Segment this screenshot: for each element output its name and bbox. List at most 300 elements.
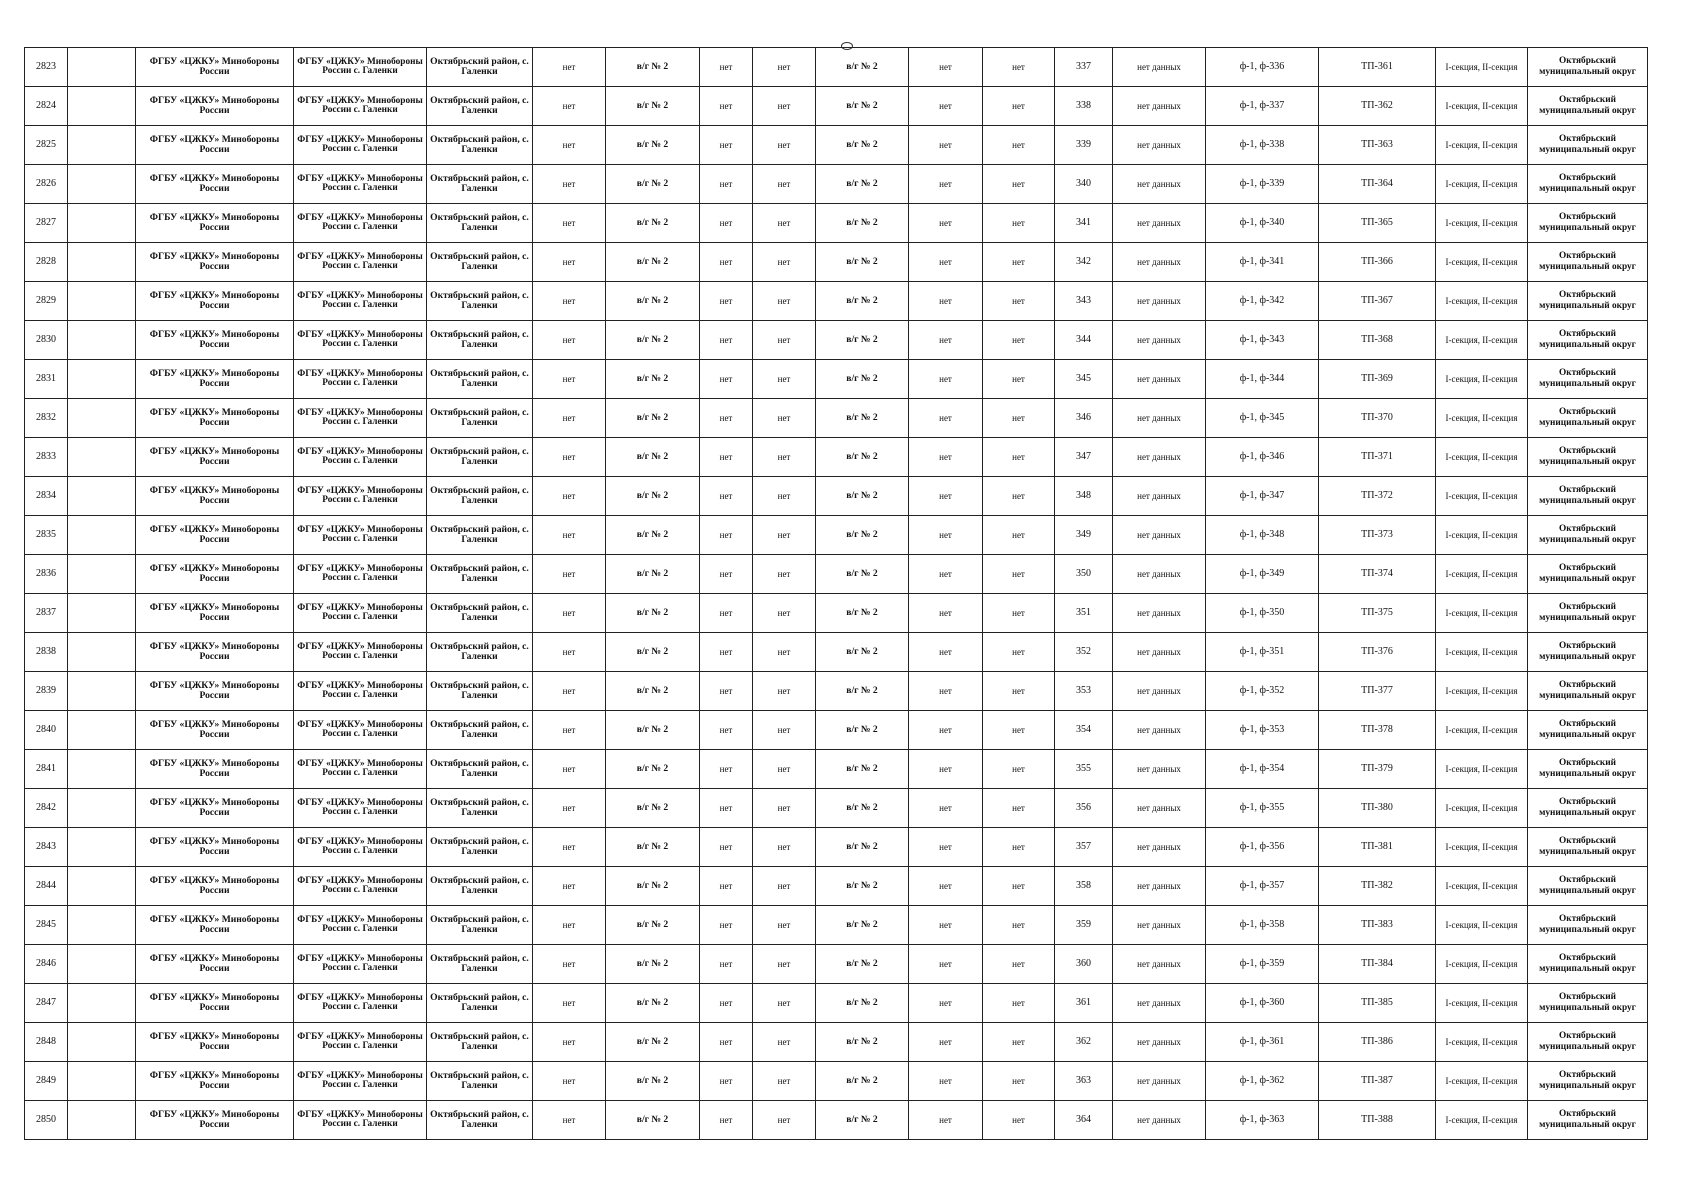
no-data-cell: нет данных: [1113, 594, 1206, 633]
object-number-cell: 339: [1055, 126, 1113, 165]
organization-location-cell: ФГБУ «ЦЖКУ» Минобороны России с. Галенки: [294, 204, 427, 243]
object-number-cell: 353: [1055, 672, 1113, 711]
organization-location-cell: ФГБУ «ЦЖКУ» Минобороны России с. Галенки: [294, 555, 427, 594]
section-cell: I-секция, II-секция: [1436, 1023, 1528, 1062]
organization-location-cell: ФГБУ «ЦЖКУ» Минобороны России с. Галенки: [294, 360, 427, 399]
empty-cell: [68, 126, 136, 165]
organization-location-cell: ФГБУ «ЦЖКУ» Минобороны России с. Галенки: [294, 438, 427, 477]
military-town-cell: в/г № 2: [606, 282, 700, 321]
no-cell: нет: [983, 789, 1055, 828]
no-cell: нет: [909, 633, 983, 672]
no-cell: нет: [753, 399, 816, 438]
military-town-cell: в/г № 2: [816, 711, 909, 750]
no-cell: нет: [533, 867, 606, 906]
substation-cell: ТП-372: [1319, 477, 1436, 516]
substation-cell: ТП-378: [1319, 711, 1436, 750]
military-town-cell: в/г № 2: [816, 126, 909, 165]
section-cell: I-секция, II-секция: [1436, 945, 1528, 984]
row-number-cell: 2827: [25, 204, 68, 243]
substation-cell: ТП-363: [1319, 126, 1436, 165]
empty-cell: [68, 321, 136, 360]
no-cell: нет: [983, 165, 1055, 204]
no-cell: нет: [700, 438, 753, 477]
section-cell: I-секция, II-секция: [1436, 1101, 1528, 1140]
military-town-cell: в/г № 2: [816, 555, 909, 594]
section-cell: I-секция, II-секция: [1436, 867, 1528, 906]
address-cell: Октябрьский район, с. Галенки: [427, 516, 533, 555]
table-row: [25, 516, 1648, 555]
feeder-cell: ф-1, ф-352: [1206, 672, 1319, 711]
address-cell: Октябрьский район, с. Галенки: [427, 48, 533, 87]
row-number-cell: 2824: [25, 87, 68, 126]
object-number-cell: 356: [1055, 789, 1113, 828]
section-cell: I-секция, II-секция: [1436, 243, 1528, 282]
military-town-cell: в/г № 2: [606, 711, 700, 750]
no-data-cell: нет данных: [1113, 555, 1206, 594]
organization-location-cell: ФГБУ «ЦЖКУ» Минобороны России с. Галенки: [294, 711, 427, 750]
military-town-cell: в/г № 2: [606, 828, 700, 867]
feeder-cell: ф-1, ф-342: [1206, 282, 1319, 321]
feeder-cell: ф-1, ф-361: [1206, 1023, 1319, 1062]
military-town-cell: в/г № 2: [606, 360, 700, 399]
no-data-cell: нет данных: [1113, 711, 1206, 750]
table-row: [25, 867, 1648, 906]
no-cell: нет: [700, 282, 753, 321]
row-number-cell: 2837: [25, 594, 68, 633]
no-data-cell: нет данных: [1113, 672, 1206, 711]
municipal-district-cell: Октябрьский муниципальный округ: [1528, 633, 1648, 672]
organization-cell: ФГБУ «ЦЖКУ» Минобороны России: [136, 633, 294, 672]
substation-cell: ТП-384: [1319, 945, 1436, 984]
military-town-cell: в/г № 2: [816, 165, 909, 204]
object-number-cell: 344: [1055, 321, 1113, 360]
no-cell: нет: [533, 906, 606, 945]
military-town-cell: в/г № 2: [606, 945, 700, 984]
address-cell: Октябрьский район, с. Галенки: [427, 555, 533, 594]
no-cell: нет: [753, 48, 816, 87]
organization-cell: ФГБУ «ЦЖКУ» Минобороны России: [136, 672, 294, 711]
section-cell: I-секция, II-секция: [1436, 633, 1528, 672]
military-town-cell: в/г № 2: [816, 477, 909, 516]
municipal-district-cell: Октябрьский муниципальный округ: [1528, 1023, 1648, 1062]
no-cell: нет: [753, 789, 816, 828]
no-cell: нет: [753, 555, 816, 594]
organization-cell: ФГБУ «ЦЖКУ» Минобороны России: [136, 243, 294, 282]
military-town-cell: в/г № 2: [816, 516, 909, 555]
no-cell: нет: [753, 165, 816, 204]
organization-location-cell: ФГБУ «ЦЖКУ» Минобороны России с. Галенки: [294, 165, 427, 204]
object-number-cell: 346: [1055, 399, 1113, 438]
military-town-cell: в/г № 2: [816, 438, 909, 477]
military-town-cell: в/г № 2: [606, 321, 700, 360]
substation-cell: ТП-362: [1319, 87, 1436, 126]
no-cell: нет: [700, 984, 753, 1023]
object-number-cell: 340: [1055, 165, 1113, 204]
no-cell: нет: [983, 516, 1055, 555]
no-cell: нет: [983, 282, 1055, 321]
no-cell: нет: [909, 1101, 983, 1140]
military-town-cell: в/г № 2: [816, 282, 909, 321]
no-cell: нет: [753, 87, 816, 126]
organization-cell: ФГБУ «ЦЖКУ» Минобороны России: [136, 87, 294, 126]
organization-location-cell: ФГБУ «ЦЖКУ» Минобороны России с. Галенки: [294, 984, 427, 1023]
table-row: [25, 555, 1648, 594]
no-cell: нет: [909, 906, 983, 945]
table-row: [25, 1062, 1648, 1101]
no-cell: нет: [700, 87, 753, 126]
organization-cell: ФГБУ «ЦЖКУ» Минобороны России: [136, 360, 294, 399]
substation-cell: ТП-379: [1319, 750, 1436, 789]
no-cell: нет: [983, 48, 1055, 87]
row-number-cell: 2838: [25, 633, 68, 672]
object-number-cell: 352: [1055, 633, 1113, 672]
address-cell: Октябрьский район, с. Галенки: [427, 243, 533, 282]
organization-location-cell: ФГБУ «ЦЖКУ» Минобороны России с. Галенки: [294, 126, 427, 165]
table-row: [25, 750, 1648, 789]
organization-location-cell: ФГБУ «ЦЖКУ» Минобороны России с. Галенки: [294, 594, 427, 633]
military-town-cell: в/г № 2: [606, 750, 700, 789]
no-cell: нет: [533, 1062, 606, 1101]
table-row: [25, 204, 1648, 243]
no-cell: нет: [909, 789, 983, 828]
no-cell: нет: [700, 945, 753, 984]
municipal-district-cell: Октябрьский муниципальный округ: [1528, 243, 1648, 282]
organization-cell: ФГБУ «ЦЖКУ» Минобороны России: [136, 321, 294, 360]
section-cell: I-секция, II-секция: [1436, 906, 1528, 945]
no-cell: нет: [909, 399, 983, 438]
no-cell: нет: [909, 126, 983, 165]
no-cell: нет: [909, 165, 983, 204]
empty-cell: [68, 1101, 136, 1140]
empty-cell: [68, 243, 136, 282]
address-cell: Октябрьский район, с. Галенки: [427, 1023, 533, 1062]
municipal-district-cell: Октябрьский муниципальный округ: [1528, 321, 1648, 360]
feeder-cell: ф-1, ф-346: [1206, 438, 1319, 477]
municipal-district-cell: Октябрьский муниципальный округ: [1528, 438, 1648, 477]
military-town-cell: в/г № 2: [816, 906, 909, 945]
military-town-cell: в/г № 2: [606, 789, 700, 828]
section-cell: I-секция, II-секция: [1436, 204, 1528, 243]
no-cell: нет: [983, 750, 1055, 789]
no-cell: нет: [753, 282, 816, 321]
no-data-cell: нет данных: [1113, 984, 1206, 1023]
no-cell: нет: [533, 672, 606, 711]
section-cell: I-секция, II-секция: [1436, 984, 1528, 1023]
object-number-cell: 341: [1055, 204, 1113, 243]
no-cell: нет: [983, 321, 1055, 360]
section-cell: I-секция, II-секция: [1436, 165, 1528, 204]
section-cell: I-секция, II-секция: [1436, 477, 1528, 516]
organization-location-cell: ФГБУ «ЦЖКУ» Минобороны России с. Галенки: [294, 906, 427, 945]
table-row: [25, 828, 1648, 867]
no-cell: нет: [909, 516, 983, 555]
organization-cell: ФГБУ «ЦЖКУ» Минобороны России: [136, 204, 294, 243]
empty-cell: [68, 828, 136, 867]
military-town-cell: в/г № 2: [816, 633, 909, 672]
military-town-cell: в/г № 2: [606, 477, 700, 516]
no-data-cell: нет данных: [1113, 516, 1206, 555]
table-row: [25, 477, 1648, 516]
row-number-cell: 2829: [25, 282, 68, 321]
substation-cell: ТП-387: [1319, 1062, 1436, 1101]
municipal-district-cell: Октябрьский муниципальный округ: [1528, 789, 1648, 828]
feeder-cell: ф-1, ф-337: [1206, 87, 1319, 126]
section-cell: I-секция, II-секция: [1436, 360, 1528, 399]
empty-cell: [68, 711, 136, 750]
object-number-cell: 348: [1055, 477, 1113, 516]
municipal-district-cell: Октябрьский муниципальный округ: [1528, 828, 1648, 867]
object-number-cell: 342: [1055, 243, 1113, 282]
object-number-cell: 345: [1055, 360, 1113, 399]
no-cell: нет: [533, 945, 606, 984]
military-town-cell: в/г № 2: [816, 360, 909, 399]
row-number-cell: 2848: [25, 1023, 68, 1062]
no-data-cell: нет данных: [1113, 828, 1206, 867]
substation-cell: ТП-376: [1319, 633, 1436, 672]
organization-cell: ФГБУ «ЦЖКУ» Минобороны России: [136, 165, 294, 204]
municipal-district-cell: Октябрьский муниципальный округ: [1528, 360, 1648, 399]
no-cell: нет: [533, 1023, 606, 1062]
no-cell: нет: [983, 399, 1055, 438]
organization-location-cell: ФГБУ «ЦЖКУ» Минобороны России с. Галенки: [294, 243, 427, 282]
empty-cell: [68, 945, 136, 984]
table-row: [25, 789, 1648, 828]
object-number-cell: 349: [1055, 516, 1113, 555]
no-cell: нет: [533, 204, 606, 243]
object-number-cell: 351: [1055, 594, 1113, 633]
table-row: [25, 672, 1648, 711]
no-cell: нет: [533, 1101, 606, 1140]
organization-location-cell: ФГБУ «ЦЖКУ» Минобороны России с. Галенки: [294, 516, 427, 555]
military-town-cell: в/г № 2: [606, 867, 700, 906]
no-cell: нет: [700, 867, 753, 906]
no-data-cell: нет данных: [1113, 477, 1206, 516]
substation-cell: ТП-375: [1319, 594, 1436, 633]
no-cell: нет: [909, 711, 983, 750]
address-cell: Октябрьский район, с. Галенки: [427, 828, 533, 867]
object-number-cell: 357: [1055, 828, 1113, 867]
address-cell: Октябрьский район, с. Галенки: [427, 1062, 533, 1101]
empty-cell: [68, 165, 136, 204]
municipal-district-cell: Октябрьский муниципальный округ: [1528, 945, 1648, 984]
registry-table-body: [25, 48, 1648, 1140]
row-number-cell: 2826: [25, 165, 68, 204]
no-data-cell: нет данных: [1113, 789, 1206, 828]
no-cell: нет: [983, 1062, 1055, 1101]
no-cell: нет: [983, 438, 1055, 477]
table-row: [25, 282, 1648, 321]
substation-cell: ТП-368: [1319, 321, 1436, 360]
military-town-cell: в/г № 2: [606, 906, 700, 945]
empty-cell: [68, 1023, 136, 1062]
empty-cell: [68, 789, 136, 828]
feeder-cell: ф-1, ф-358: [1206, 906, 1319, 945]
military-town-cell: в/г № 2: [606, 1023, 700, 1062]
municipal-district-cell: Октябрьский муниципальный округ: [1528, 1101, 1648, 1140]
no-cell: нет: [983, 711, 1055, 750]
no-data-cell: нет данных: [1113, 867, 1206, 906]
military-town-cell: в/г № 2: [816, 867, 909, 906]
empty-cell: [68, 399, 136, 438]
no-cell: нет: [700, 321, 753, 360]
substation-cell: ТП-370: [1319, 399, 1436, 438]
no-cell: нет: [983, 633, 1055, 672]
object-number-cell: 360: [1055, 945, 1113, 984]
substation-cell: ТП-367: [1319, 282, 1436, 321]
no-cell: нет: [983, 594, 1055, 633]
no-cell: нет: [533, 555, 606, 594]
no-cell: нет: [533, 633, 606, 672]
table-row: [25, 399, 1648, 438]
no-data-cell: нет данных: [1113, 1062, 1206, 1101]
address-cell: Октябрьский район, с. Галенки: [427, 984, 533, 1023]
no-cell: нет: [753, 438, 816, 477]
organization-location-cell: ФГБУ «ЦЖКУ» Минобороны России с. Галенки: [294, 945, 427, 984]
address-cell: Октябрьский район, с. Галенки: [427, 711, 533, 750]
empty-cell: [68, 282, 136, 321]
no-cell: нет: [753, 906, 816, 945]
substation-cell: ТП-366: [1319, 243, 1436, 282]
feeder-cell: ф-1, ф-360: [1206, 984, 1319, 1023]
address-cell: Октябрьский район, с. Галенки: [427, 672, 533, 711]
no-cell: нет: [533, 165, 606, 204]
military-town-cell: в/г № 2: [816, 984, 909, 1023]
no-cell: нет: [983, 555, 1055, 594]
military-town-cell: в/г № 2: [816, 750, 909, 789]
no-cell: нет: [909, 87, 983, 126]
row-number-cell: 2849: [25, 1062, 68, 1101]
military-town-cell: в/г № 2: [606, 1101, 700, 1140]
no-cell: нет: [753, 477, 816, 516]
section-cell: I-секция, II-секция: [1436, 438, 1528, 477]
military-town-cell: в/г № 2: [606, 48, 700, 87]
row-number-cell: 2823: [25, 48, 68, 87]
no-cell: нет: [983, 477, 1055, 516]
section-cell: I-секция, II-секция: [1436, 87, 1528, 126]
feeder-cell: ф-1, ф-348: [1206, 516, 1319, 555]
organization-cell: ФГБУ «ЦЖКУ» Минобороны России: [136, 477, 294, 516]
table-row: [25, 360, 1648, 399]
object-number-cell: 355: [1055, 750, 1113, 789]
no-cell: нет: [753, 126, 816, 165]
no-cell: нет: [700, 204, 753, 243]
object-number-cell: 347: [1055, 438, 1113, 477]
no-data-cell: нет данных: [1113, 204, 1206, 243]
no-cell: нет: [753, 867, 816, 906]
no-cell: нет: [909, 1062, 983, 1101]
organization-location-cell: ФГБУ «ЦЖКУ» Минобороны России с. Галенки: [294, 867, 427, 906]
substation-cell: ТП-374: [1319, 555, 1436, 594]
no-cell: нет: [753, 633, 816, 672]
empty-cell: [68, 87, 136, 126]
substation-cell: ТП-383: [1319, 906, 1436, 945]
empty-cell: [68, 438, 136, 477]
no-cell: нет: [753, 321, 816, 360]
no-cell: нет: [533, 87, 606, 126]
empty-cell: [68, 867, 136, 906]
row-number-cell: 2842: [25, 789, 68, 828]
no-cell: нет: [533, 828, 606, 867]
address-cell: Октябрьский район, с. Галенки: [427, 594, 533, 633]
organization-location-cell: ФГБУ «ЦЖКУ» Минобороны России с. Галенки: [294, 672, 427, 711]
military-town-cell: в/г № 2: [606, 399, 700, 438]
organization-cell: ФГБУ «ЦЖКУ» Минобороны России: [136, 906, 294, 945]
no-cell: нет: [909, 555, 983, 594]
no-data-cell: нет данных: [1113, 321, 1206, 360]
no-cell: нет: [983, 1101, 1055, 1140]
no-cell: нет: [700, 672, 753, 711]
municipal-district-cell: Октябрьский муниципальный округ: [1528, 750, 1648, 789]
no-data-cell: нет данных: [1113, 48, 1206, 87]
feeder-cell: ф-1, ф-343: [1206, 321, 1319, 360]
feeder-cell: ф-1, ф-350: [1206, 594, 1319, 633]
no-cell: нет: [700, 360, 753, 399]
table-row: [25, 321, 1648, 360]
no-cell: нет: [700, 126, 753, 165]
municipal-district-cell: Октябрьский муниципальный округ: [1528, 516, 1648, 555]
municipal-district-cell: Октябрьский муниципальный округ: [1528, 867, 1648, 906]
municipal-district-cell: Октябрьский муниципальный округ: [1528, 672, 1648, 711]
row-number-cell: 2841: [25, 750, 68, 789]
organization-location-cell: ФГБУ «ЦЖКУ» Минобороны России с. Галенки: [294, 87, 427, 126]
address-cell: Октябрьский район, с. Галенки: [427, 321, 533, 360]
no-cell: нет: [983, 867, 1055, 906]
address-cell: Октябрьский район, с. Галенки: [427, 165, 533, 204]
row-number-cell: 2828: [25, 243, 68, 282]
no-cell: нет: [909, 360, 983, 399]
row-number-cell: 2844: [25, 867, 68, 906]
no-cell: нет: [983, 906, 1055, 945]
no-data-cell: нет данных: [1113, 360, 1206, 399]
address-cell: Октябрьский район, с. Галенки: [427, 438, 533, 477]
no-data-cell: нет данных: [1113, 87, 1206, 126]
military-town-cell: в/г № 2: [606, 204, 700, 243]
no-data-cell: нет данных: [1113, 126, 1206, 165]
military-town-cell: в/г № 2: [816, 1023, 909, 1062]
organization-cell: ФГБУ «ЦЖКУ» Минобороны России: [136, 438, 294, 477]
object-number-cell: 364: [1055, 1101, 1113, 1140]
empty-cell: [68, 594, 136, 633]
no-cell: нет: [753, 1062, 816, 1101]
organization-location-cell: ФГБУ «ЦЖКУ» Минобороны России с. Галенки: [294, 789, 427, 828]
address-cell: Октябрьский район, с. Галенки: [427, 750, 533, 789]
organization-location-cell: ФГБУ «ЦЖКУ» Минобороны России с. Галенки: [294, 1101, 427, 1140]
address-cell: Октябрьский район, с. Галенки: [427, 867, 533, 906]
address-cell: Октябрьский район, с. Галенки: [427, 360, 533, 399]
no-cell: нет: [753, 1101, 816, 1140]
no-cell: нет: [909, 945, 983, 984]
empty-cell: [68, 360, 136, 399]
military-town-cell: в/г № 2: [816, 828, 909, 867]
organization-cell: ФГБУ «ЦЖКУ» Минобороны России: [136, 1101, 294, 1140]
no-cell: нет: [533, 750, 606, 789]
organization-cell: ФГБУ «ЦЖКУ» Минобороны России: [136, 282, 294, 321]
no-data-cell: нет данных: [1113, 633, 1206, 672]
no-cell: нет: [909, 594, 983, 633]
no-cell: нет: [533, 711, 606, 750]
military-town-cell: в/г № 2: [606, 438, 700, 477]
no-cell: нет: [753, 204, 816, 243]
no-cell: нет: [533, 594, 606, 633]
section-cell: I-секция, II-секция: [1436, 1062, 1528, 1101]
military-town-cell: в/г № 2: [816, 48, 909, 87]
row-number-cell: 2836: [25, 555, 68, 594]
municipal-district-cell: Октябрьский муниципальный округ: [1528, 984, 1648, 1023]
row-number-cell: 2831: [25, 360, 68, 399]
organization-location-cell: ФГБУ «ЦЖКУ» Минобороны России с. Галенки: [294, 321, 427, 360]
feeder-cell: ф-1, ф-349: [1206, 555, 1319, 594]
organization-cell: ФГБУ «ЦЖКУ» Минобороны России: [136, 1062, 294, 1101]
